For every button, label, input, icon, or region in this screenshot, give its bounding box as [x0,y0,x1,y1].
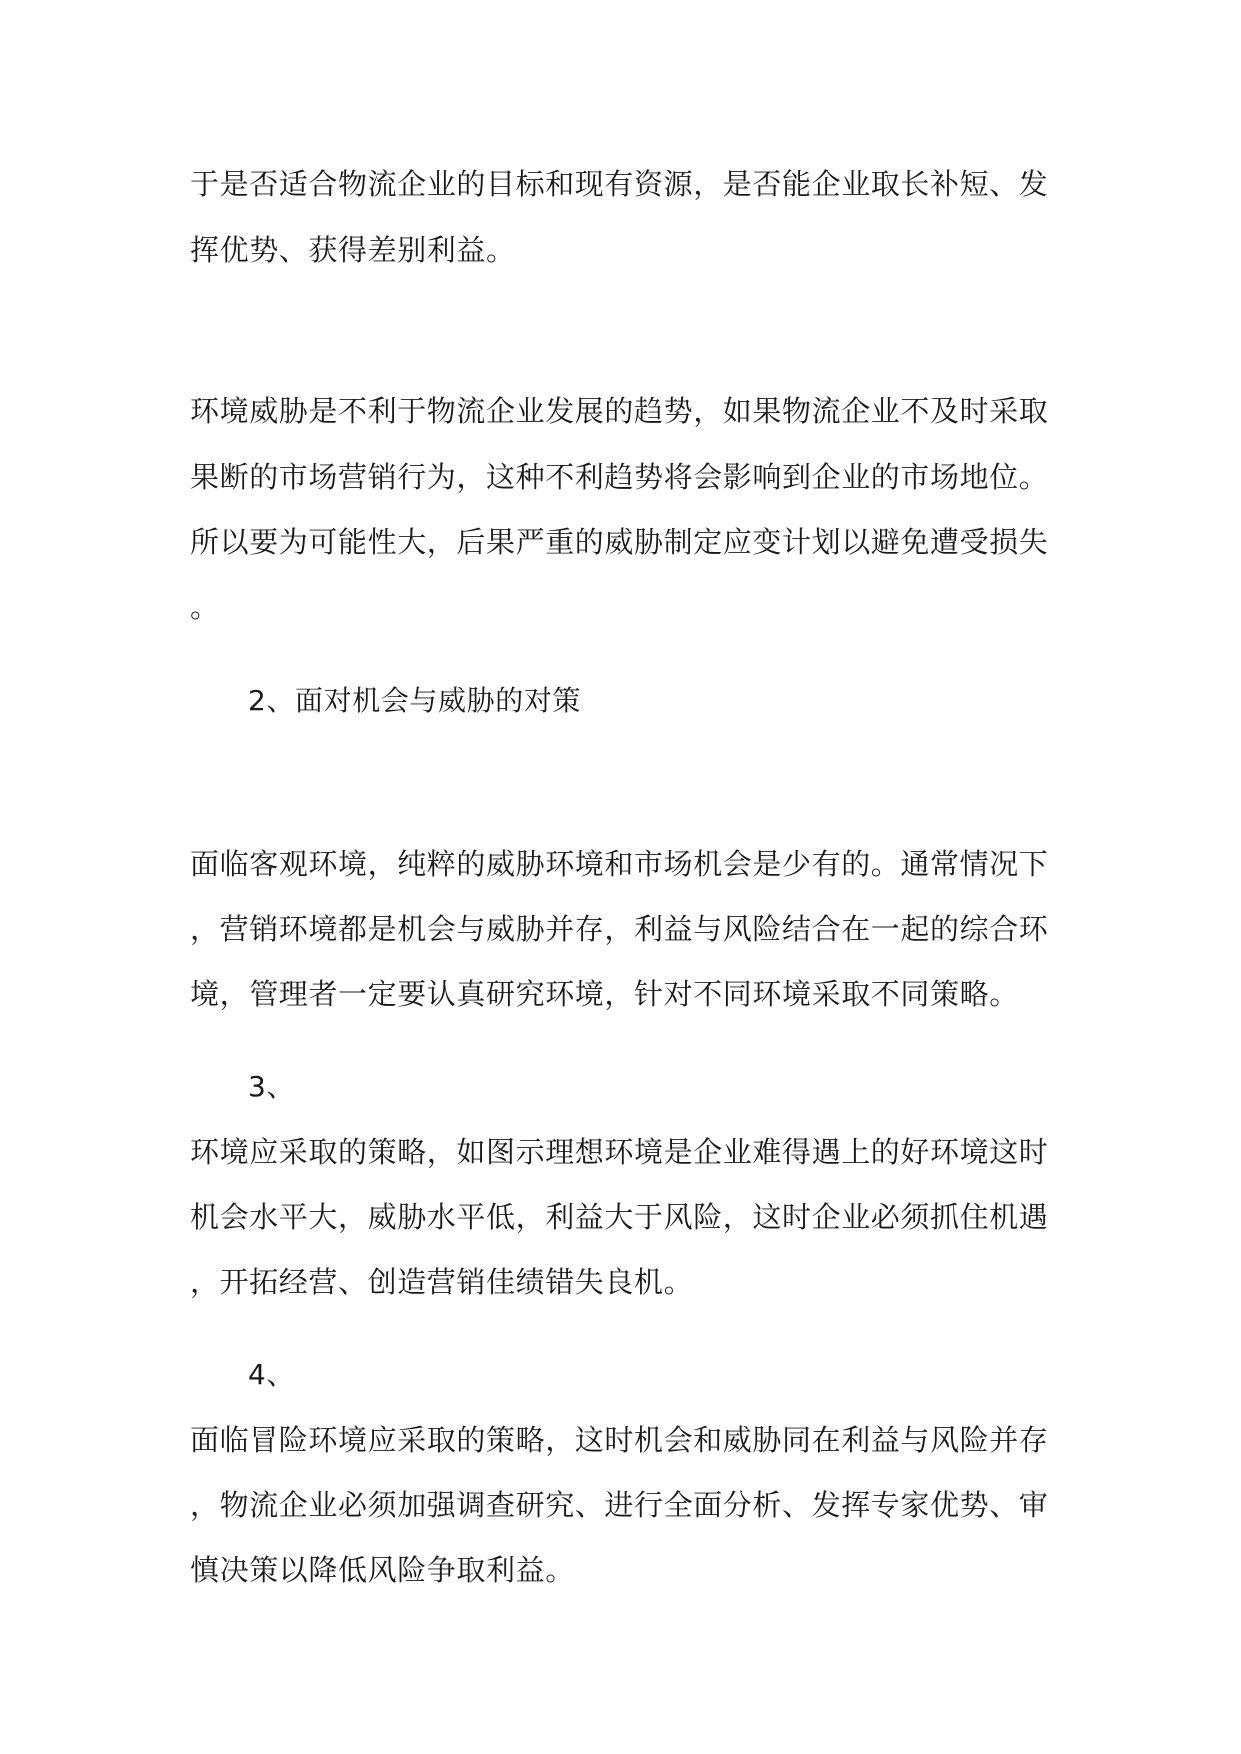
paragraph-2-line-4: 。 [190,590,220,624]
paragraph-1-line-2: 挥优势、获得差别利益。 [190,233,516,267]
paragraph-4-line-1: 环境应采取的策略，如图示理想环境是企业难得遇上的好环境这时 [190,1135,1049,1169]
paragraph-5-line-3: 慎决策以降低风险争取利益。 [190,1553,575,1587]
paragraph-1-line-1: 于是否适合物流企业的目标和现有资源，是否能企业取长补短、发 [190,167,1049,201]
paragraph-3-line-1: 面临客观环境，纯粹的威胁环境和市场机会是少有的。通常情况下 [190,847,1049,881]
paragraph-2-line-1: 环境威胁是不利于物流企业发展的趋势，如果物流企业不及时采取 [190,394,1049,428]
section-heading-4: 4、 [248,1358,296,1391]
paragraph-2-line-2: 果断的市场营销行为，这种不利趋势将会影响到企业的市场地位。 [190,460,1049,494]
paragraph-5-line-2: ，物流企业必须加强调查研究、进行全面分析、发挥专家优势、审 [190,1488,1049,1522]
paragraph-2-line-3: 所以要为可能性大，后果严重的威胁制定应变计划以避免遭受损失 [190,525,1049,559]
paragraph-5-line-1: 面临冒险环境应采取的策略，这时机会和威胁同在利益与风险并存 [190,1423,1049,1457]
paragraph-3-line-3: 境，管理者一定要认真研究环境，针对不同环境采取不同策略。 [190,977,1019,1011]
section-heading-3: 3、 [248,1070,296,1103]
section-heading-2: 2、面对机会与威胁的对策 [248,684,582,717]
paragraph-4-line-3: ，开拓经营、创造营销佳绩错失良机。 [190,1265,694,1299]
paragraph-3-line-2: ，营销环境都是机会与威胁并存，利益与风险结合在一起的综合环 [190,912,1049,946]
paragraph-4-line-2: 机会水平大，威胁水平低，利益大于风险，这时企业必须抓住机遇 [190,1200,1049,1234]
